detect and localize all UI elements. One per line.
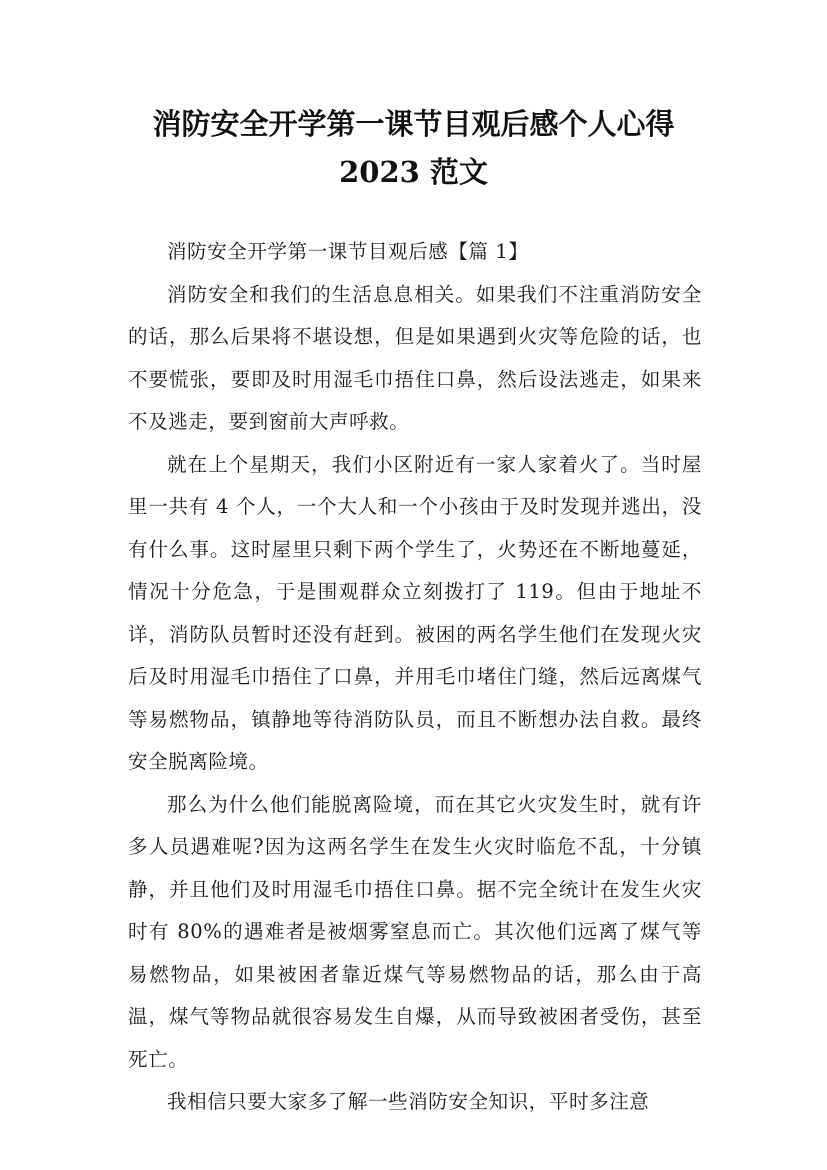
section-heading: 消防安全开学第一课节目观后感【篇 1】 bbox=[167, 240, 529, 263]
document-title bbox=[100, 100, 727, 196]
paragraph-2: 就在上个星期天，我们小区附近有一家人家着火了。当时屋里一共有 4 个人，一个大人和一个小孩由于及时发现并逃出，没有什么事。这时屋里只剩下两个学生了，火势还在不断地蔓延，情况十分危急，于是围观群众立刻拨打了 119。但由于地址不详，消防队员暂时还没有赶到。被困的两名学生他们在发现火灾后及时用湿毛巾捂住了口鼻，并用毛巾堵住门缝，然后远离煤气等易燃物品，镇静地等待消防队员，而且不断想办法自救。最终安全脱离险境。 bbox=[128, 452, 702, 773]
paragraph-1: 消防安全和我们的生活息息相关。如果我们不注重消防安全的话，那么后果将不堪设想，但是如果遇到火灾等危险的话，也不要慌张，要即及时用湿毛巾捂住口鼻，然后设法逃走，如果来不及逃走，要到窗前大声呼救。 bbox=[128, 282, 702, 433]
paragraph-3: 那么为什么他们能脱离险境，而在其它火灾发生时，就有许多人员遇难呢?因为这两名学生在发生火灾时临危不乱，十分镇静，并且他们及时用湿毛巾捂住口鼻。据不完全统计在发生火灾时有 80%的遇难者是被烟雾窒息而亡。其次他们远离了煤气等易燃物品，如果被困者靠近煤气等易燃物品的话，那么由于高温，煤气等物品就很容易发生自爆，从而导致被困者受伤，甚至死亡。 bbox=[128, 792, 702, 1071]
title-line-2: 2023 范文 bbox=[339, 155, 488, 189]
document-body bbox=[128, 231, 702, 1124]
title-line-1: 消防安全开学第一课节目观后感个人心得 bbox=[152, 107, 675, 141]
paragraph-4: 我相信只要大家多了解一些消防安全知识，平时多注意 bbox=[167, 1090, 650, 1113]
